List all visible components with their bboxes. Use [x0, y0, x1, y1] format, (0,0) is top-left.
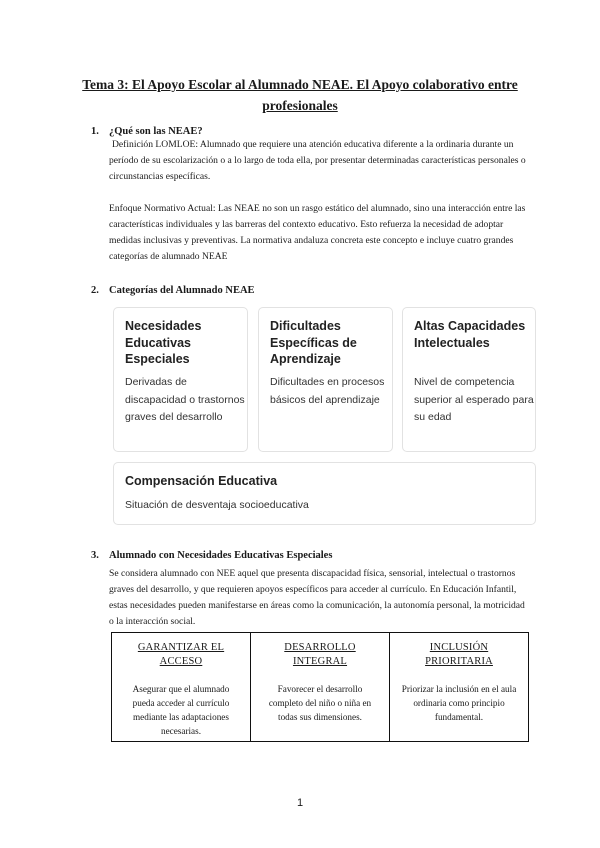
- category-description: Dificultades en procesos básicos del aprendizaje: [270, 376, 385, 406]
- principle-title: INCLUSIÓN PRIORITARIA: [425, 642, 493, 667]
- section-1-heading: [91, 126, 203, 137]
- principles-table: [111, 632, 529, 742]
- principle-cell-inclusion: [390, 633, 528, 741]
- section-3-paragraph: Se considera alumnado con NEE aquel que presenta discapacidad física, sensorial, intelectual o trastornos graves del desarrollo, y que requieren apoyos específicos para acceder al currículo. En Educación Infantil, estas necesidades pueden manifestarse en áreas como la comunicación, la autonomía personal, la motricidad o la interacción social.: [109, 568, 525, 627]
- section-1-title: ¿Qué son las NEAE?: [109, 126, 203, 137]
- category-card-compensation: [113, 462, 536, 525]
- document-title: Tema 3: El Apoyo Escolar al Alumnado NEAE. El Apoyo colaborativo entre profesionales: [82, 77, 518, 113]
- section-2-heading: [91, 285, 255, 296]
- section-1-number: 1.: [91, 126, 99, 137]
- category-title: Dificultades Específicas de Aprendizaje: [270, 319, 357, 366]
- page-number: 1: [296, 797, 304, 809]
- category-title: Altas Capacidades Intelectuales: [414, 319, 526, 350]
- principle-cell-access: [112, 633, 251, 741]
- category-description: Situación de desventaja socioeducativa: [125, 499, 309, 511]
- category-title: Necesidades Educativas Especiales: [125, 319, 202, 366]
- section-2-title: Categorías del Alumnado NEAE: [109, 285, 255, 296]
- category-description: Nivel de competencia superior al esperado para su edad: [414, 376, 534, 423]
- principle-title: GARANTIZAR EL ACCESO: [137, 642, 225, 667]
- category-card-aaci: [402, 307, 536, 452]
- principle-description: Asegurar que el alumnado pueda acceder al currículo mediante las adaptaciones necesarias.: [132, 684, 230, 736]
- principle-description: Priorizar la inclusión en el aula ordinaria como principio fundamental.: [401, 684, 517, 722]
- category-card-dea: [258, 307, 393, 452]
- section-3-title: Alumnado con Necesidades Educativas Especiales: [109, 550, 333, 561]
- principle-cell-integral: [251, 633, 390, 741]
- category-card-nee: [113, 307, 248, 452]
- section-1-normative-focus: Enfoque Normativo Actual: Las NEAE no son un rasgo estático del alumnado, sino una interacción entre las características individuales y las barreras del contexto educativo. Esto refuerza la necesidad de adoptar medidas inclusivas y preventivas. La normativa andaluza concreta este concepto e incluye cuatro grandes categorías de alumnado NEAE: [109, 203, 526, 262]
- category-description: Derivadas de discapacidad o trastornos graves del desarrollo: [125, 376, 245, 423]
- principle-description: Favorecer el desarrollo completo del niño o niña en todas sus dimensiones.: [268, 684, 372, 722]
- section-1-definition: Definición LOMLOE: Alumnado que requiere una atención educativa diferente a la ordinaria durante un período de su escolarización o a lo largo de toda ella, por presentar determinadas características personales o circunstancias específicas.: [109, 139, 526, 182]
- principle-title: DESARROLLO INTEGRAL: [284, 642, 356, 667]
- section-2-number: 2.: [91, 285, 99, 296]
- category-title: Compensación Educativa: [125, 474, 278, 488]
- section-3-number: 3.: [91, 550, 99, 561]
- section-3-heading: [91, 550, 332, 561]
